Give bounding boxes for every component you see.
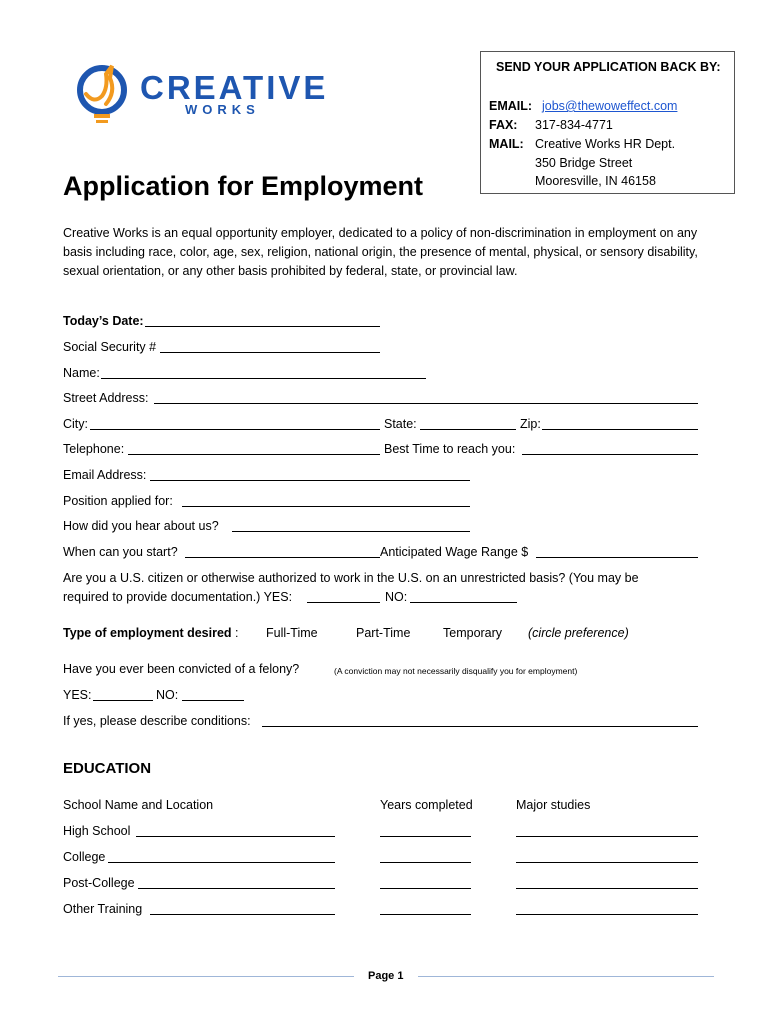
felony-question: Have you ever been convicted of a felony?	[63, 662, 300, 676]
mail-line-1: Creative Works HR Dept.	[535, 137, 676, 151]
email-label: EMAIL:	[489, 99, 533, 113]
position-field[interactable]	[182, 506, 470, 507]
start-date-field[interactable]	[185, 557, 380, 558]
edu-row-label: Post-College	[63, 876, 135, 890]
position-label: Position applied for:	[63, 494, 173, 508]
todays-date-field[interactable]	[145, 326, 380, 327]
mail-line-3: Mooresville, IN 46158	[535, 174, 656, 188]
citizen-no-label: NO:	[385, 590, 408, 604]
college-major-field[interactable]	[516, 862, 698, 863]
hear-about-field[interactable]	[232, 531, 470, 532]
street-field[interactable]	[154, 403, 698, 404]
send-box-heading: SEND YOUR APPLICATION BACK BY:	[496, 60, 721, 74]
lightbulb-logo-icon	[72, 60, 142, 130]
col-years: Years completed	[380, 798, 473, 812]
best-time-label: Best Time to reach you:	[384, 442, 516, 456]
citizen-yes-field[interactable]	[307, 602, 380, 603]
email-address-field[interactable]	[150, 480, 470, 481]
wage-field[interactable]	[536, 557, 698, 558]
employment-type-label: Type of employment desired	[63, 626, 232, 640]
email-link[interactable]: jobs@thewoweffect.com	[542, 99, 678, 113]
state-field[interactable]	[420, 429, 516, 430]
footer-divider-left	[58, 976, 354, 977]
college-name-field[interactable]	[108, 862, 335, 863]
edu-row-label: College	[63, 850, 106, 864]
post-college-name-field[interactable]	[138, 888, 335, 889]
other-training-name-field[interactable]	[150, 914, 335, 915]
logo-subtitle: WORKS	[185, 102, 260, 117]
logo-wordmark: CREATIVE	[140, 69, 329, 106]
citizen-question-line-2: required to provide documentation.) YES:	[63, 590, 293, 604]
other-training-years-field[interactable]	[380, 914, 471, 915]
other-training-major-field[interactable]	[516, 914, 698, 915]
todays-date-label: Today’s Date:	[63, 314, 144, 328]
college-years-field[interactable]	[380, 862, 471, 863]
option-full-time[interactable]: Full-Time	[266, 626, 318, 640]
mail-line-2: 350 Bridge Street	[535, 156, 633, 170]
high-school-name-field[interactable]	[136, 836, 335, 837]
page-title: Application for Employment	[63, 171, 424, 201]
email-address-label: Email Address:	[63, 468, 147, 482]
edu-row-label: Other Training	[63, 902, 143, 916]
citizen-question-line-1: Are you a U.S. citizen or otherwise authorized to work in the U.S. on an unrestricted basis? (You may be	[63, 571, 639, 585]
wage-label: Anticipated Wage Range $	[380, 545, 529, 559]
state-label: State:	[384, 417, 417, 431]
ssn-field[interactable]	[160, 352, 380, 353]
start-date-label: When can you start?	[63, 545, 178, 559]
option-part-time[interactable]: Part-Time	[356, 626, 411, 640]
post-college-major-field[interactable]	[516, 888, 698, 889]
street-label: Street Address:	[63, 391, 149, 405]
col-school: School Name and Location	[63, 798, 214, 812]
intro-paragraph: Creative Works is an equal opportunity employer, dedicated to a policy of non-discrimination in employment on any basis including race, color, age, sex, religion, national origin, the presence of mental, physical, or sensory disability, sexual orientation, or any other basis prohibited by federal, state, or provincial law.	[63, 226, 698, 278]
circle-preference-note: (circle preference)	[528, 626, 629, 640]
citizen-no-field[interactable]	[410, 602, 517, 603]
telephone-label: Telephone:	[63, 442, 125, 456]
felony-note: (A conviction may not necessarily disqualify you for employment)	[334, 666, 578, 676]
felony-yes-label: YES:	[63, 688, 92, 702]
city-field[interactable]	[90, 429, 380, 430]
edu-row-label: High School	[63, 824, 131, 838]
felony-no-field[interactable]	[182, 700, 244, 701]
post-college-years-field[interactable]	[380, 888, 471, 889]
high-school-years-field[interactable]	[380, 836, 471, 837]
describe-field[interactable]	[262, 726, 698, 727]
best-time-field[interactable]	[522, 454, 698, 455]
felony-yes-field[interactable]	[93, 700, 153, 701]
name-label: Name:	[63, 366, 100, 380]
mail-label: MAIL:	[489, 137, 524, 151]
ssn-label: Social Security #	[63, 340, 157, 354]
zip-field[interactable]	[542, 429, 698, 430]
hear-about-label: How did you hear about us?	[63, 519, 219, 533]
fax-value: 317-834-4771	[535, 118, 613, 132]
name-field[interactable]	[101, 378, 426, 379]
zip-label: Zip:	[520, 417, 541, 431]
telephone-field[interactable]	[128, 454, 380, 455]
high-school-major-field[interactable]	[516, 836, 698, 837]
felony-no-label: NO:	[156, 688, 179, 702]
send-application-box	[480, 51, 735, 194]
fax-label: FAX:	[489, 118, 518, 132]
describe-label: If yes, please describe conditions:	[63, 714, 251, 728]
footer-divider-right	[418, 976, 714, 977]
city-label: City:	[63, 417, 88, 431]
page-number: Page 1	[368, 970, 404, 982]
col-major: Major studies	[516, 798, 591, 812]
option-temporary[interactable]: Temporary	[443, 626, 503, 640]
employment-type-colon: :	[235, 626, 239, 640]
education-heading: EDUCATION	[63, 760, 152, 777]
